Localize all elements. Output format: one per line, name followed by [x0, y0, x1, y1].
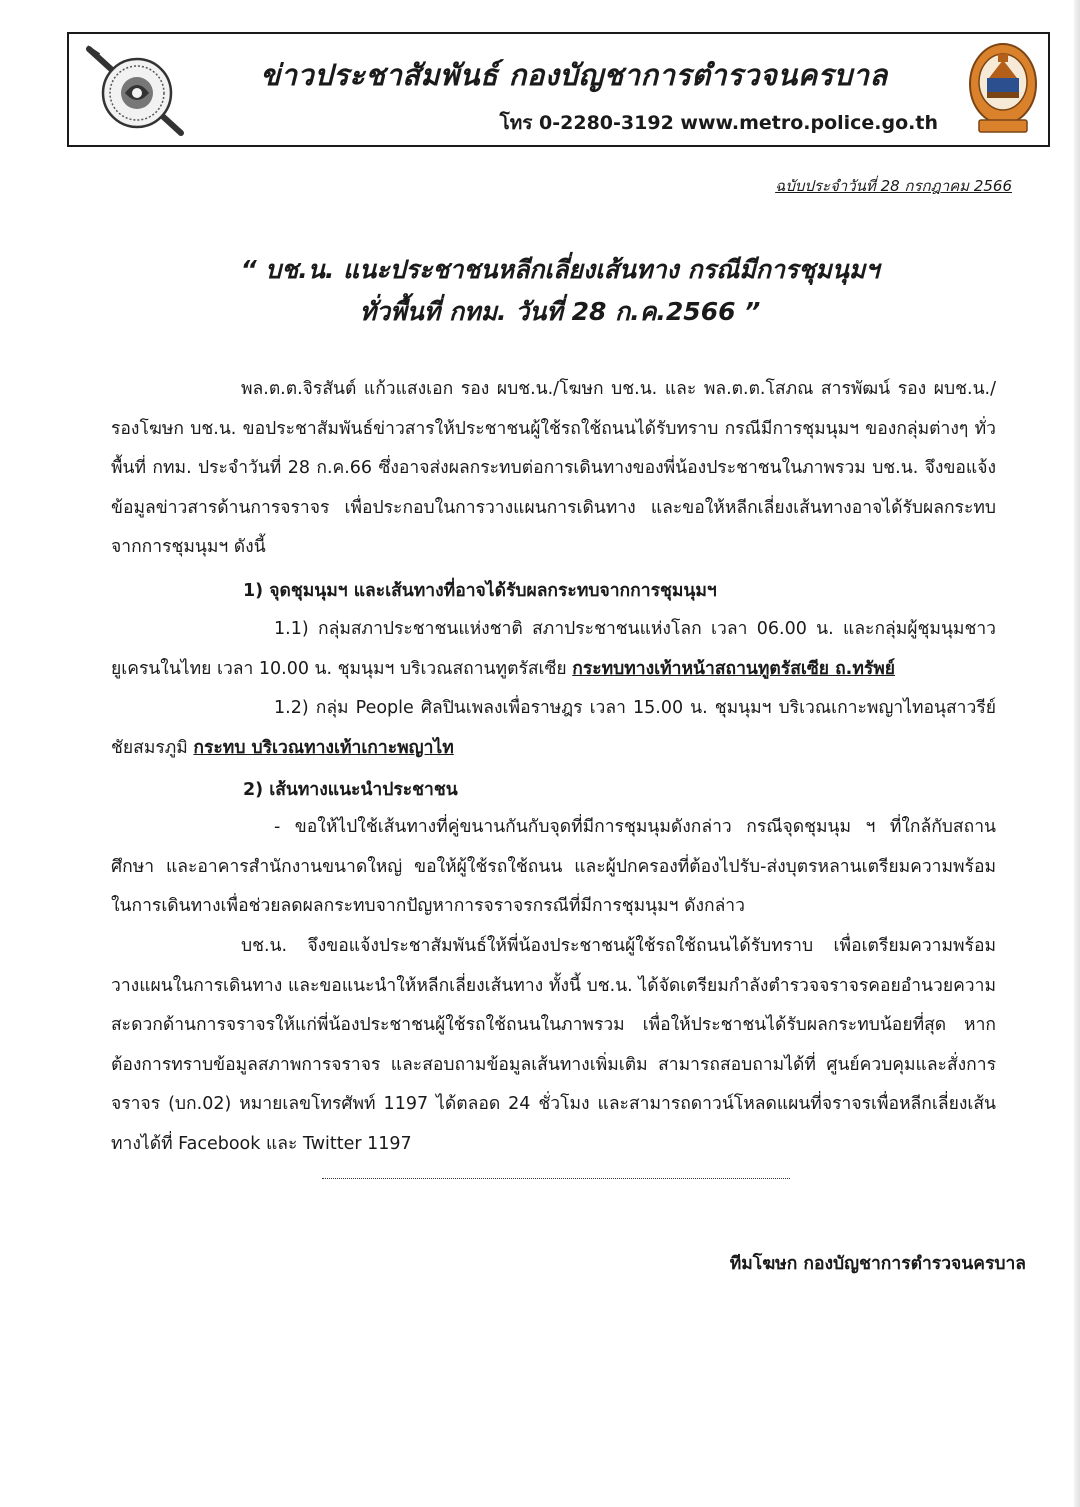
item-1-impact: กระทบทางเท้าหน้าสถานทูตรัสเซีย ถ.ทรัพย์	[572, 658, 896, 679]
letterhead	[67, 32, 1050, 147]
section-2-heading: 2) เส้นทางแนะนำประชาชน	[243, 780, 458, 800]
section-1-heading: 1) จุดชุมนุมฯ และเส้นทางที่อาจได้รับผลกระทบจากการชุมนุมฯ	[243, 581, 717, 601]
section-2-paragraph: - ขอให้ไปใช้เส้นทางที่คู่ขนานกันกับจุดที่มีการชุมนุมดังกล่าว กรณีจุดชุมนุม ฯ ที่ใกล้กับสถานศึกษา และอาคารสำนักงานขนาดใหญ่ ขอให้ผู้ใช้รถใช้ถนน และผู้ปกครองที่ต้องไปรับ-ส่งบุตรหลานเตรียมความพร้อมในการเดินทางเพื่อช่วยลดผลกระทบจากปัญหาการจราจรกรณีที่มีการชุมนุมฯ ดังกล่าว	[111, 817, 996, 917]
headline-line-2: ทั่วพื้นที่ กทม. วันที่ 28 ก.ค.2566 ”	[359, 297, 761, 326]
section-1-item-2	[111, 689, 996, 768]
signature: ทีมโฆษก กองบัญชาการตำรวจนครบาล	[729, 1254, 1026, 1274]
intro-paragraph: พล.ต.ต.จิรสันต์ แก้วแสงเอก รอง ผบช.น./โฆษก บช.น. และ พล.ต.ต.โสภณ สารพัฒน์ รอง ผบช.น./ รองโฆษก บช.น. ขอประชาสัมพันธ์ข่าวสารให้ประชาชนผู้ใช้รถใช้ถนนได้รับทราบ กรณีมีการชุมนุมฯ ของกลุ่มต่างๆ ทั่วพื้นที่ กทม. ประจำวันที่ 28 ก.ค.66 ซึ่งอาจส่งผลกระทบต่อการเดินทางของพี่น้องประชาชนในภาพรวม บช.น. จึงขอแจ้งข้อมูลข่าวสารด้านการจราจร เพื่อประกอบในการวางแผนการเดินทาง และขอให้หลีกเลี่ยงเส้นทางอาจได้รับผลกระทบจากการชุมนุมฯ ดังนี้	[111, 379, 996, 558]
headline-line-1: “ บช.น. แนะประชาชนหลีกเลี่ยงเส้นทาง กรณีมีการชุมนุมฯ	[240, 255, 880, 284]
metropolitan-police-badge-icon	[967, 40, 1039, 140]
item-1-text: 1.1) กลุ่มสภาประชาชนแห่งชาติ สภาประชาชนแห่งโลก เวลา 06.00 น. และกลุ่มผู้ชุมนุมชาวยูเครนในไทย เวลา 10.00 น. ชุมนุมฯ บริเวณสถานทูตรัสเซีย	[111, 619, 996, 679]
issue-date: ฉบับประจำวันที่ 28 กรกฎาคม 2566	[775, 177, 1012, 195]
page-edge	[1074, 0, 1080, 1507]
police-emblem-seal-icon	[81, 41, 191, 137]
separator-dots	[322, 1178, 790, 1179]
org-title: ข่าวประชาสัมพันธ์ กองบัญชาการตำรวจนครบาล	[260, 58, 888, 92]
section-1-item-1	[111, 610, 996, 689]
item-2-impact: กระทบ บริเวณทางเท้าเกาะพญาไท	[193, 737, 454, 758]
item-2-text: 1.2) กลุ่ม People ศิลปินเพลงเพื่อราษฎร เวลา 15.00 น. ชุมนุมฯ บริเวณเกาะพญาไทอนุสาวรีย์ชัยสมรภูมิ	[111, 698, 996, 758]
closing-paragraph: บช.น. จึงขอแจ้งประชาสัมพันธ์ให้พี่น้องประชาชนผู้ใช้รถใช้ถนนได้รับทราบ เพื่อเตรียมความพร้อมวางแผนในการเดินทาง และขอแนะนำให้หลีกเลี่ยงเส้นทาง ทั้งนี้ บช.น. ได้จัดเตรียมกำลังตำรวจจราจรคอยอำนวยความสะดวกด้านการจราจรให้แก่พี่น้องประชาชนผู้ใช้รถใช้ถนนในภาพรวม เพื่อให้ประชาชนได้รับผลกระทบน้อยที่สุด หากต้องการทราบข้อมูลสภาพการจราจร และสอบถามข้อมูลเส้นทางเพิ่มเติม สามารถสอบถามได้ที่ ศูนย์ควบคุมและสั่งการจราจร (บก.02) หมายเลขโทรศัพท์ 1197 ได้ตลอด 24 ชั่วโมง และสามารถดาวน์โหลดแผนที่จราจรเพื่อหลีกเลี่ยงเส้นทางได้ที่ Facebook และ Twitter 1197	[111, 936, 996, 1154]
contact-info: โทร 0-2280-3192 www.metro.police.go.th	[499, 112, 938, 134]
